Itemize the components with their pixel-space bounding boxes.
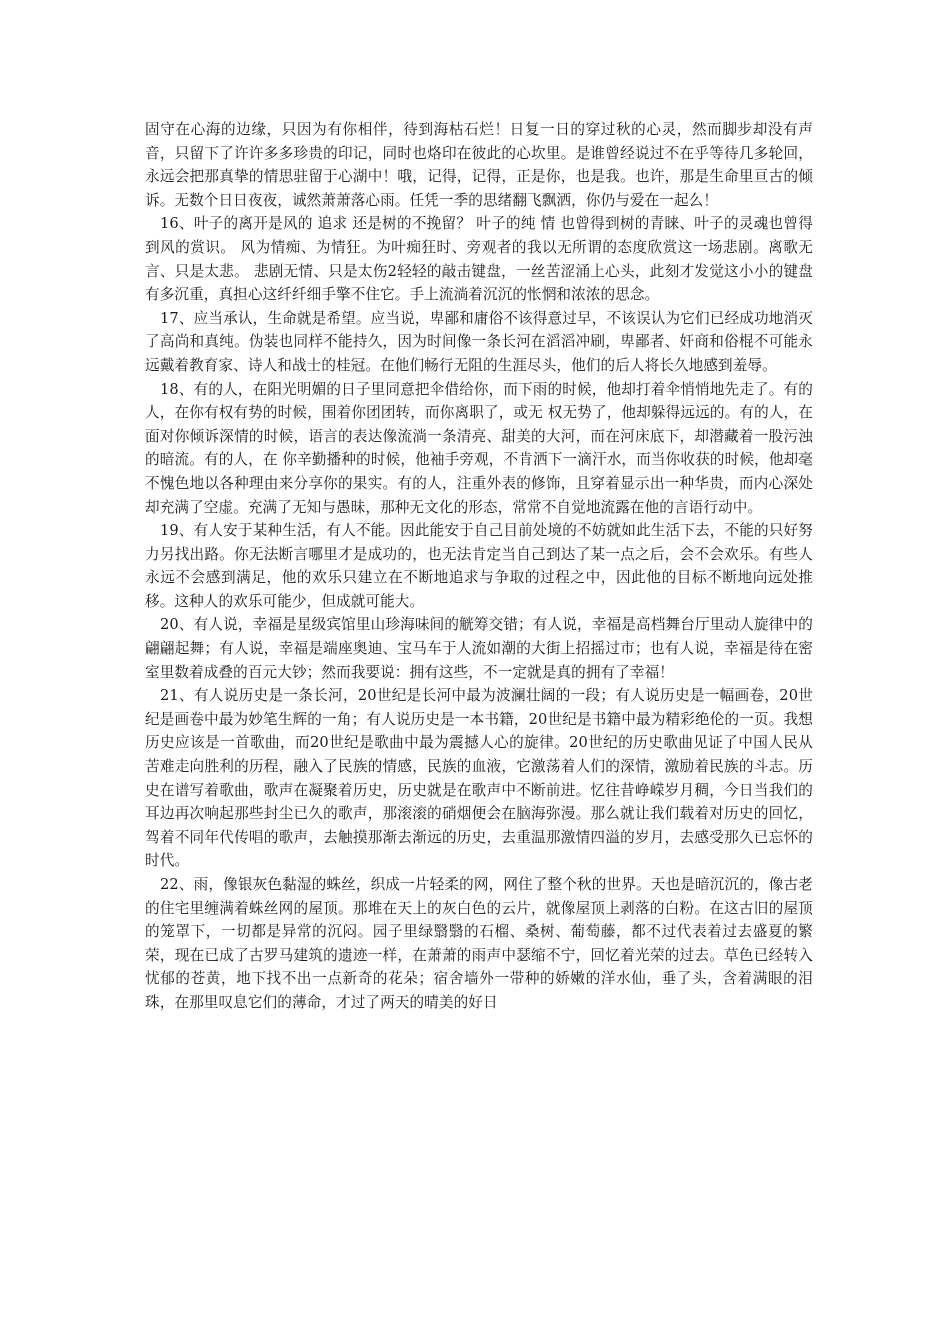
paragraph-21: 21、有人说历史是一条长河，20世纪是长河中最为波澜壮阔的一段；有人说历史是一幅画卷，20世纪是画卷中最为妙笔生辉的一角；有人说历史是一本书籍，20世纪是书籍中最为精彩绝伦的一页。我想历史应该是一首歌曲，而20世纪是歌曲中最为震撼人心的旋律。20世纪的历史歌曲见证了中国人民从苦难走向胜利的历程，融入了民族的情感，民族的血液，它激荡着人们的深情，激励着民族的斗志。历史在谱写着歌曲，歌声在凝聚着历史，历史就是在歌声中不断前进。忆往昔峥嵘岁月稠，今日当我们的耳边再次响起那些封尘已久的歌声，那滚滚的硝烟便会在脑海弥漫。那么就让我们载着对历史的回忆，驾着不同年代传唱的歌声，去触摸那渐去渐远的历史，去重温那激情四溢的岁月，去感受那久已忘怀的时代。 [145,687,813,870]
paragraph-18: 18、有的人，在阳光明媚的日子里同意把伞借给你，而下雨的时候，他却打着伞悄悄地先走了。有的人，在你有权有势的时候，围着你团团转，而你离职了，或无 权无势了，他却躲得远远的。有的人，在面对你倾诉深情的时候，语言的表达像流淌一条清亮、甜美的大河，而在河床底下，却潜藏着一股污浊的暗流。有的人，在 你辛勤播种的时候，他袖手旁观，不肯洒下一滴汗水，而当你收获的时候，他却毫不愧色地以各种理由来分享你的果实。有的人，注重外表的修饰，且穿着显示出一种华贵，而内心深处却充满了空虚。充满了无知与愚昧，那种无文化的形态，常常不自觉地流露在他的言语行动中。 [145,380,813,516]
paragraph-19: 19、有人安于某种生活，有人不能。因此能安于自己目前处境的不妨就如此生活下去，不能的只好努力另找出路。你无法断言哪里才是成功的，也无法肯定当自己到达了某一点之后，会不会欢乐。有些人永远不会感到满足，他的欢乐只建立在不断地追求与争取的过程之中，因此他的目标不断地向远处推移。这种人的欢乐可能少，但成就可能大。 [145,522,813,610]
paragraph-22: 22、雨，像银灰色黏湿的蛛丝，织成一片轻柔的网，网住了整个秋的世界。天也是暗沉沉的，像古老的住宅里缠满着蛛丝网的屋顶。那堆在天上的灰白色的云片，就像屋顶上剥落的白粉。在这古旧的屋顶的笼罩下，一切都是异常的沉闷。园子里绿翳翳的石榴、桑树、葡萄藤，都不过代表着过去盛夏的繁荣，现在已成了古罗马建筑的遗迹一样，在萧萧的雨声中瑟缩不宁，回忆着光荣的过去。草色已经转入忧郁的苍黄，地下找不出一点新奇的花朵；宿舍墙外一带种的娇嫩的洋水仙，垂了头，含着满眼的泪珠，在那里叹息它们的薄命，才过了两天的晴美的好日 [145,876,813,1011]
paragraph-17: 17、应当承认，生命就是希望。应当说，卑鄙和庸俗不该得意过早，不该误认为它们已经成功地消灭了高尚和真纯。伪装也同样不能持久，因为时间像一条长河在滔滔冲刷，卑鄙者、奸商和俗棍不可能永远戴着教育家、诗人和战士的桂冠。在他们畅行无阻的生涯尽头，他们的后人将长久地感到羞辱。 [145,309,813,374]
document-body [145,118,813,1015]
paragraph-continuation: 固守在心海的边缘，只因为有你相伴，待到海枯石烂！日复一日的穿过秋的心灵，然而脚步却没有声音，只留下了许许多多珍贵的印记，同时也烙印在彼此的心坎里。是谁曾经说过不在乎等待几多轮回，永远会把那真挚的情思驻留于心湖中！哦，记得，记得，正是你，也是我。也许，那是生命里亘古的倾诉。无数个日日夜夜，诚然萧萧落心雨。任凭一季的思绪翻飞飘洒，你仍与爱在一起么！ [145,121,813,209]
paragraph-20: 20、有人说，幸福是星级宾馆里山珍海味间的觥筹交错；有人说，幸福是高档舞台厅里动人旋律中的翩翩起舞；有人说，幸福是端座奥迪、宝马车于人流如潮的大街上招摇过市；也有人说，幸福是待在密室里数着成叠的百元大钞；然而我要说：拥有这些，不一定就是真的拥有了幸福！ [145,616,813,681]
paragraph-16: 16、叶子的离开是风的 追求 还是树的不挽留？ 叶子的纯 情 也曾得到树的青睐、叶子的灵魂也曾得到风的赏识。 风为情痴、为情狂。为叶痴狂时、旁观者的我以无所谓的态度欣赏这一场悲剧。离歌无言、只是太悲。 悲剧无情、只是太伤2轻轻的敲击键盘，一丝苦涩涌上心头，此刻才发觉这小小的键盘有多沉重，真担心这纤纤细手擎不住它。手上流淌着沉沉的怅惘和浓浓的思念。 [145,215,813,304]
